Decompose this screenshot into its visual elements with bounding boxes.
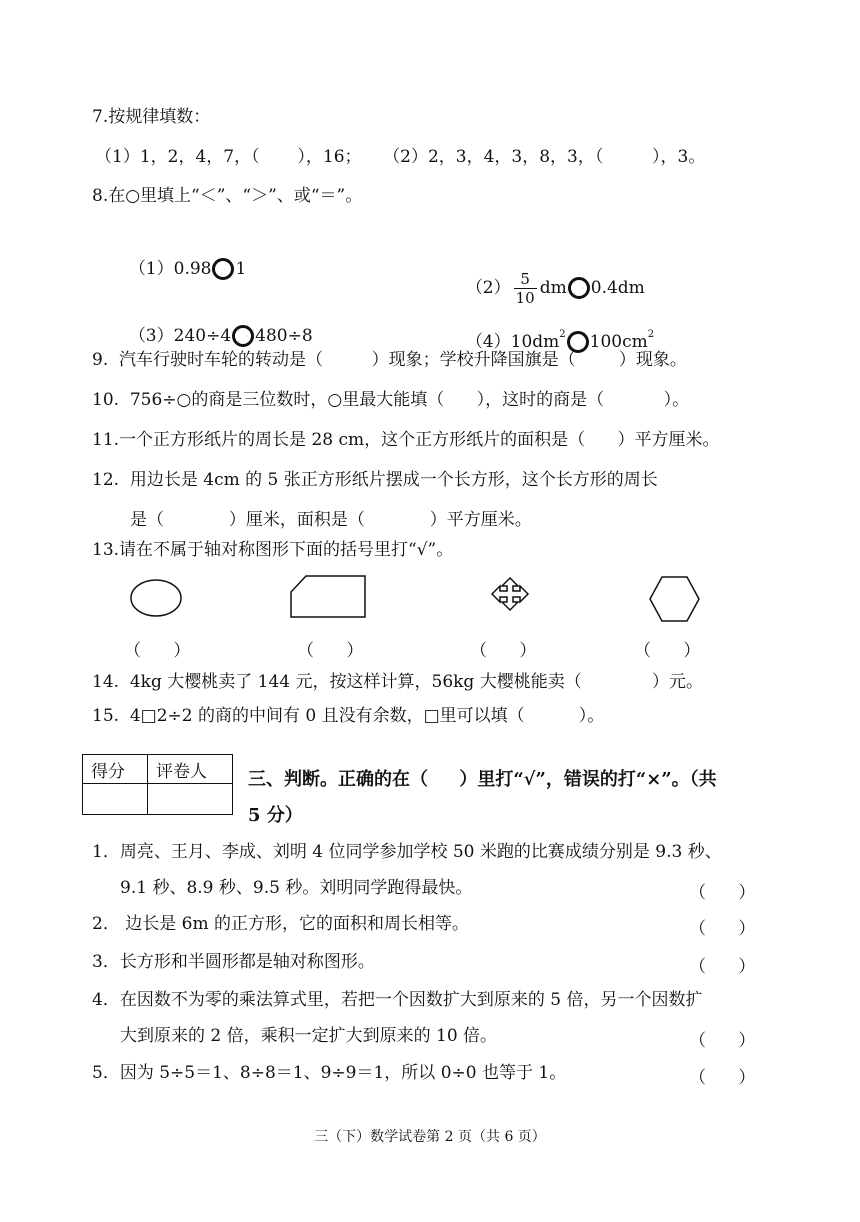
q8-2-right: 0.4dm: [590, 278, 645, 298]
judge-5: 5．因为 5÷5＝1、8÷8＝1、9÷9＝1，所以 0÷0 也等于 1。: [92, 1063, 567, 1083]
square-mark: 2: [647, 329, 655, 340]
section3-title-line-2: 5 分）: [248, 805, 303, 826]
judge-2: 2． 边长是 6m 的正方形，它的面积和周长相等。: [92, 914, 469, 934]
q8-item-4: [455, 305, 654, 353]
q12-line-1: 12. 用边长是 4cm 的 5 张正方形纸片摆成一个长方形，这个长方形的周长: [92, 470, 658, 490]
q8-3-right: 480÷8: [255, 326, 313, 346]
q13-title: 13.请在不属于轴对称图形下面的括号里打“√”。: [92, 540, 454, 560]
q7-title: 7.按规律填数：: [92, 107, 211, 127]
q8-1-right: 1: [235, 259, 247, 279]
judge-5-answer[interactable]: （ ）: [689, 1068, 756, 1088]
q9: 9. 汽车行驶时车轮的转动是（ ）现象；学校升降国旗是（ ）现象。: [92, 350, 687, 370]
fraction-numerator: 5: [514, 270, 537, 289]
q8-2-unit: dm: [539, 278, 567, 298]
q10: 10. 756÷○的商是三位数时，○里最大能填（ ），这时的商是（ ）。: [92, 390, 690, 410]
fraction-denominator: 10: [515, 289, 535, 307]
q15: 15. 4□2÷2 的商的中间有 0 且没有余数，□里可以填（ ）。: [92, 706, 605, 726]
grader-header: 评卷人: [148, 755, 233, 784]
score-header: 得分: [83, 755, 148, 784]
judge-1-line-2: 9.1 秒、8.9 秒、9.5 秒。刘明同学跑得最快。: [120, 878, 473, 898]
q8-3-left: （3）240÷4: [128, 326, 232, 346]
q11: 11.一个正方形纸片的周长是 28 cm，这个正方形纸片的面积是（ ）平方厘米。: [92, 430, 720, 450]
q8-item-3: [118, 305, 313, 347]
q7-body: （1）1，2，4，7，（ ），16； （2）2，3，4，3，8，3，（ ），3。: [95, 147, 706, 167]
q8-1-left: （1）0.98: [128, 259, 212, 279]
judge-1-answer[interactable]: （ ）: [689, 883, 756, 903]
judge-4-line-2: 大到原来的 2 倍，乘积一定扩大到原来的 10 倍。: [120, 1026, 498, 1046]
arrow-cross-shape: [492, 578, 528, 610]
compare-circle[interactable]: [232, 325, 254, 347]
q13-answer-cross[interactable]: （ ）: [470, 641, 537, 661]
q13-answer-oval[interactable]: （ ）: [124, 641, 191, 661]
score-cell[interactable]: [83, 784, 148, 815]
compare-circle[interactable]: [568, 277, 590, 299]
q13-answer-hexagon[interactable]: （ ）: [634, 641, 701, 661]
score-table: [82, 754, 233, 815]
q8-4-left: （4）10dm: [465, 332, 560, 352]
cut-corner-rectangle-shape: [291, 576, 365, 617]
section3-title-line-1: 三、判断。正确的在（ ）里打“√”，错误的打“×”。（共: [248, 769, 717, 790]
hexagon-shape: [650, 577, 699, 621]
q8-2-prefix: （2）: [465, 278, 511, 298]
judge-2-answer[interactable]: （ ）: [689, 919, 756, 939]
q8-item-2: [455, 228, 645, 308]
page-footer: 三（下）数学试卷第 2 页（共 6 页）: [314, 1129, 546, 1145]
q8-item-1: [118, 238, 246, 280]
square-mark: 2: [559, 329, 566, 340]
q12-line-2: 是（ ）厘米，面积是（ ）平方厘米。: [130, 510, 532, 530]
judge-3: 3．长方形和半圆形都是轴对称图形。: [92, 952, 375, 972]
q8-4-right: 100cm: [589, 332, 648, 352]
compare-circle[interactable]: [212, 258, 234, 280]
judge-1-line-1: 1．周亮、王月、李成、刘明 4 位同学参加学校 50 米跑的比赛成绩分别是 9.3 秒、: [92, 842, 722, 862]
q8-title: 8.在○里填上“＜”、“＞”、或“＝”。: [92, 186, 363, 206]
oval-shape: [131, 580, 181, 616]
judge-3-answer[interactable]: （ ）: [689, 957, 756, 977]
judge-4-answer[interactable]: （ ）: [689, 1031, 756, 1051]
q13-answer-rectangle[interactable]: （ ）: [297, 641, 364, 661]
grader-cell[interactable]: [148, 784, 233, 815]
fraction: [514, 270, 537, 307]
judge-4-line-1: 4．在因数不为零的乘法算式里，若把一个因数扩大到原来的 5 倍，另一个因数扩: [92, 990, 703, 1010]
shapes-figure: [0, 560, 860, 640]
q14: 14. 4kg 大樱桃卖了 144 元，按这样计算，56kg 大樱桃能卖（ ）元。: [92, 672, 703, 692]
